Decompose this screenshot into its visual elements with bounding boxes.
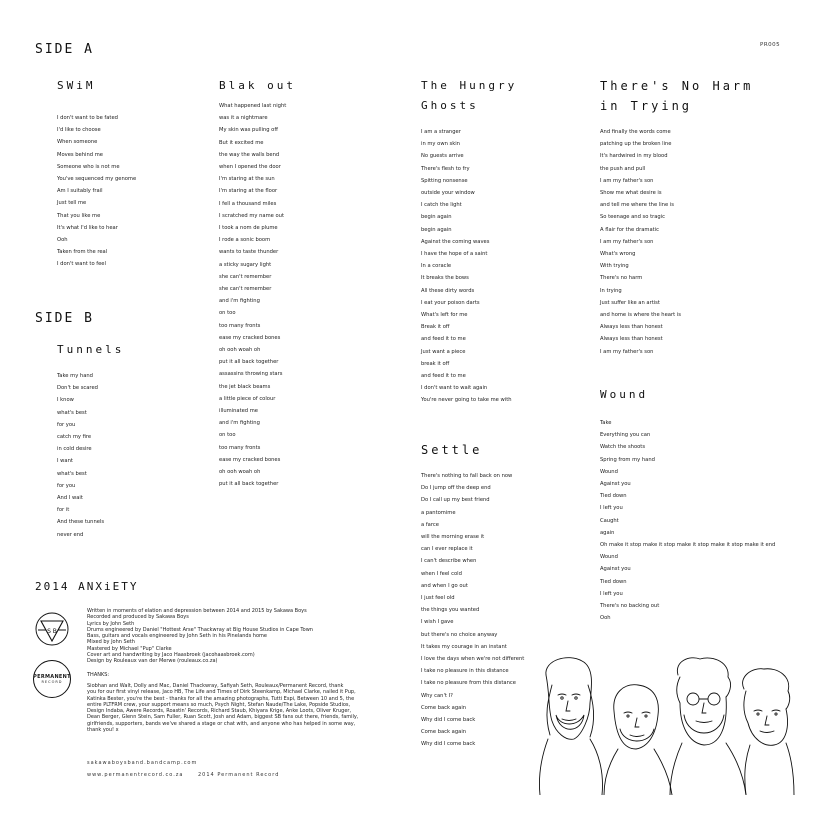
lyric-line: will the morning erase it xyxy=(421,534,485,541)
lyric-line: Just tell me xyxy=(57,200,87,207)
lyric-line: Am I suitably frail xyxy=(57,188,103,195)
song-settle xyxy=(421,440,524,751)
lyric-line: I take no pleasure from this distance xyxy=(421,680,516,687)
lyric-line: Break it off xyxy=(421,324,450,331)
lyric-line: I don't want to be fated xyxy=(57,115,118,121)
lyric-line: oh ooh woah oh xyxy=(219,469,261,476)
footer-url-bandcamp[interactable]: sakawaboysband.bandcamp.com xyxy=(87,760,198,766)
lyric-line: I scratched my name out xyxy=(219,212,284,219)
lyric-line: It takes my courage in an instant xyxy=(421,643,507,650)
lyric-line: and i'm fighting xyxy=(219,298,260,305)
lyric-line: It breaks the bows xyxy=(421,275,469,282)
lyric-line: in my own skin xyxy=(421,141,460,148)
lyric-line: Come back again xyxy=(421,729,467,736)
lyric-line: can I ever replace it xyxy=(421,546,473,553)
lyric-line: too many fronts xyxy=(219,444,261,451)
lyric-line: on too xyxy=(219,432,236,439)
lyric-line: for it xyxy=(57,507,70,514)
lyric-line: Against you xyxy=(600,566,631,573)
lyric-line: There's flesh to fry xyxy=(421,165,470,172)
lyric-line: I'd like to choose xyxy=(57,127,101,134)
lyric-line: What's wrong xyxy=(600,251,636,258)
permanent-record-logo xyxy=(33,660,71,698)
lyric-line: outside your window xyxy=(421,190,475,197)
lyric-line: In trying xyxy=(600,287,622,294)
credits-block xyxy=(87,608,387,733)
lyric-line: put it all back together xyxy=(219,481,279,488)
credits-lines xyxy=(87,608,387,665)
thanks-line: Design Indaba, Awere Records, Roastin' Records, Richard Staub, Khiyara Krige, Anke Loots, Oliver Kruger, xyxy=(87,708,352,715)
lyric-line: she can't remember xyxy=(219,273,272,280)
lyric-line: And these tunnels xyxy=(57,519,105,526)
lyric-line: Take xyxy=(600,420,612,426)
band-portrait-artwork xyxy=(538,655,796,795)
lyric-line: and feed it to me xyxy=(421,373,466,380)
song-title: Tunnels xyxy=(57,343,125,356)
lyric-line: Against you xyxy=(600,481,631,488)
lyric-line: Wound xyxy=(600,554,618,561)
lyric-line: when I feel cold xyxy=(421,570,462,577)
lyric-line: I want xyxy=(57,458,73,465)
lyric-line: That you like me xyxy=(57,212,101,219)
lyric-line: Show me what desire is xyxy=(600,190,662,197)
lyric-line: It's what I'd like to hear xyxy=(57,224,118,231)
song-hungry-ghosts xyxy=(421,76,517,407)
logo-line1: PERMANENT xyxy=(33,674,71,680)
lyrics-list xyxy=(57,112,136,271)
lyric-line: the jet black beams xyxy=(219,383,271,390)
song-swim xyxy=(57,76,136,271)
lyric-line: So teenage and so tragic xyxy=(600,214,665,221)
lyric-line: When someone xyxy=(57,139,98,146)
lyric-line: a farce xyxy=(421,521,439,528)
lyric-line: Come back again xyxy=(421,704,467,711)
lyric-line: Why did I come back xyxy=(421,717,476,724)
lyric-line: the things you wanted xyxy=(421,607,480,614)
lyrics-list xyxy=(421,126,517,407)
lyric-line: wants to taste thunder xyxy=(219,249,279,256)
lyric-line: but there's no choice anyway xyxy=(421,631,498,638)
lyric-line: Taken from the real xyxy=(57,249,108,256)
lyric-line: when I opened the door xyxy=(219,164,281,171)
lyric-line: for you xyxy=(57,421,76,428)
lyric-line: I don't want to wait again xyxy=(421,385,488,392)
sakawa-logo-icon xyxy=(34,611,70,647)
lyric-line: You've sequenced my genome xyxy=(57,176,137,183)
lyric-line: the push and pull xyxy=(600,165,646,172)
catalog-number: PR005 xyxy=(760,42,781,48)
lyric-line: No guests arrive xyxy=(421,153,464,160)
lyric-line: Just suffer like an artist xyxy=(600,299,660,306)
thanks-line: entire PLTFRM crew, your support means so much, Psych Night, Stefan Naude/The Lake, Popside Studios, xyxy=(87,701,351,708)
song-no-harm xyxy=(600,76,753,358)
lyric-line: for you xyxy=(57,482,76,489)
band-faces-illustration xyxy=(538,655,796,795)
lyric-line: and when I go out xyxy=(421,582,468,589)
lyric-line: was it a nightmare xyxy=(219,115,268,122)
lyric-line: I know xyxy=(57,397,74,404)
lyric-line: put it all back together xyxy=(219,359,279,366)
thanks-line: Siobhan and Walt, Dolly and Mac, Daniel Thackwray, Safiyah Seth, Rouleaux/Permanent Record, thank xyxy=(87,682,344,689)
song-title: The Hungry xyxy=(421,79,518,92)
song-wound xyxy=(600,385,775,624)
lyric-line: I left you xyxy=(600,505,623,512)
credit-line: Lyrics by John Seth xyxy=(87,620,135,627)
lyrics-list xyxy=(600,417,775,624)
lyric-line: ease my cracked bones xyxy=(219,334,281,341)
lyrics-list xyxy=(57,370,124,541)
lyric-line: ease my cracked bones xyxy=(219,456,281,463)
thanks-label: THANKS: xyxy=(87,671,110,678)
lyric-line: There's no backing out xyxy=(600,603,660,610)
thanks-line: Katinka Bester, you're the best - thanks for all the amazing photographs, Tutti Espi, Between 10 and 5, the xyxy=(87,695,355,702)
lyrics-list xyxy=(600,126,753,358)
lyric-line: I'm staring at the floor xyxy=(219,188,278,195)
lyric-line: My skin was pulling off xyxy=(219,127,278,134)
lyric-line: I have the hope of a saint xyxy=(421,251,488,258)
lyric-line: Tied down xyxy=(600,493,627,500)
lyric-line: I am my father's son xyxy=(600,348,654,355)
lyric-line: Always less than honest xyxy=(600,324,663,331)
side-a-heading: SIDE A xyxy=(35,42,94,57)
lyric-line: a little piece of colour xyxy=(219,395,276,402)
thanks-line: you for our first vinyl release, Jaco HB, The Life and Times of Dirk Steenkamp, Michael Clarke, nailed it Pup, xyxy=(87,689,356,696)
song-tunnels xyxy=(57,340,124,541)
thanks-line: Dean Berger, Glenn Stein, Sam Fuller, Ruan Scott, Josh and Adam, biggest SB fans out there, friends, family, xyxy=(87,714,359,721)
song-title-line2: Ghosts xyxy=(421,99,479,112)
lyric-line: and home is where the heart is xyxy=(600,312,681,319)
lyric-line: oh ooh woah oh xyxy=(219,347,261,354)
lyric-line: a sticky sugary light xyxy=(219,261,272,268)
lyric-line: Why can't I? xyxy=(421,692,453,699)
lyric-line: Always less than honest xyxy=(600,336,663,343)
lyric-line: what's best xyxy=(57,470,87,477)
lyric-line: begin again xyxy=(421,214,452,221)
album-title: 2014 ANXiETY xyxy=(35,580,139,593)
lyric-line: With trying xyxy=(600,263,629,270)
credit-line: Design by Rouleaux van der Merwe (rouleaux.co.za) xyxy=(87,658,218,665)
lyric-line: I am my father's son xyxy=(600,238,654,245)
lyric-line: Oh make it stop make it stop make it stop make it stop make it end xyxy=(600,542,776,549)
lyric-line: You're never going to take me with xyxy=(421,397,512,404)
lyric-line: Do I jump off the deep end xyxy=(421,485,491,492)
lyric-line: I left you xyxy=(600,590,623,597)
credit-line: Cover art and handwriting by Jaco Haasbroek (jacohaasbroek.com) xyxy=(87,652,255,659)
lyric-line: and tell me where the line is xyxy=(600,202,674,209)
lyric-line: again xyxy=(600,529,615,536)
lyric-line: Do I call up my best friend xyxy=(421,497,490,504)
lyric-line: what's best xyxy=(57,409,87,416)
sakawa-logo xyxy=(34,611,70,647)
lyric-line: A flair for the dramatic xyxy=(600,226,659,233)
lyric-line: I don't want to feel xyxy=(57,261,106,268)
lyric-line: Spring from my hand xyxy=(600,456,655,463)
song-title: SWiM xyxy=(57,79,96,92)
logo-line2: RECORD xyxy=(41,680,63,684)
lyric-line: I am a stranger xyxy=(421,129,461,135)
thanks-line: girlfriends, supporters, bands we've shared a stage or chat with, and anyone who has helped in some way, xyxy=(87,720,356,727)
song-title: Settle xyxy=(421,443,483,457)
sakawa-logo-glyph: S B xyxy=(47,628,57,635)
lyric-line: What's left for me xyxy=(421,312,468,319)
lyric-line: I just feel old xyxy=(421,595,455,602)
thanks-lines xyxy=(87,683,387,733)
lyric-line: And finally the words come xyxy=(600,129,671,135)
song-blakout xyxy=(219,76,296,491)
lyric-line: begin again xyxy=(421,226,452,233)
lyric-line: Tied down xyxy=(600,578,627,585)
lyric-line: and i'm fighting xyxy=(219,420,260,427)
lyric-line: Everything you can xyxy=(600,432,651,439)
credit-line: Mastered by Michael "Pup" Clarke xyxy=(87,645,172,652)
song-title-line2: in Trying xyxy=(600,99,693,113)
lyric-line: I catch the light xyxy=(421,202,462,209)
lyric-line: never end xyxy=(57,531,84,538)
lyric-line: I take no pleasure in this distance xyxy=(421,668,509,675)
lyric-line: There's nothing to fall back on now xyxy=(421,473,513,479)
lyric-line: Someone who is not me xyxy=(57,163,120,170)
lyric-line: I wish I gave xyxy=(421,619,454,626)
lyric-line: a pantomime xyxy=(421,509,456,516)
lyric-line: But it excited me xyxy=(219,139,264,146)
song-title: Blak out xyxy=(219,79,296,92)
lyric-line: Ooh xyxy=(600,615,611,622)
lyrics-list xyxy=(219,100,296,491)
lyric-line: It's hardwired in my blood xyxy=(600,153,668,160)
lyric-line: assassins throwing stars xyxy=(219,371,283,378)
lyric-line: I love the days when we're not different xyxy=(421,656,525,663)
lyric-line: too many fronts xyxy=(219,322,261,329)
lyric-line: I rode a sonic boom xyxy=(219,237,271,244)
lyric-line: What happened last night xyxy=(219,103,287,109)
lyric-line: Moves behind me xyxy=(57,151,103,158)
lyric-line: Just want a piece xyxy=(421,348,466,355)
lyric-line: illuminated me xyxy=(219,408,258,415)
lyric-line: I'm staring at the sun xyxy=(219,176,275,183)
footer-copyright: 2014 Permanent Record xyxy=(198,772,280,778)
lyric-line: break it off xyxy=(421,360,450,367)
lyric-line: Caught xyxy=(600,517,619,524)
song-title: Wound xyxy=(600,388,649,401)
lyric-line: she can't remember xyxy=(219,286,272,293)
lyric-line: Spitting nonsense xyxy=(421,177,468,184)
lyrics-list xyxy=(421,470,524,751)
lyric-line: There's no harm xyxy=(600,275,643,282)
side-b-heading: SIDE B xyxy=(35,311,94,326)
lyric-line: In a coracle xyxy=(421,263,452,270)
thanks-line: thank you! x xyxy=(87,727,119,734)
lyric-line: in cold desire xyxy=(57,446,92,453)
lyric-line: I fell a thousand miles xyxy=(219,200,277,207)
credit-line: Mixed by John Seth xyxy=(87,639,135,646)
lyric-line: I eat your poison darts xyxy=(421,299,480,306)
lyric-line: on too xyxy=(219,310,236,317)
lyric-line: Watch the shoots xyxy=(600,444,646,451)
credit-line: Recorded and produced by Sakawa Boys xyxy=(87,614,189,621)
lyric-line: Ooh xyxy=(57,237,68,244)
lyric-line: the way the walls bend xyxy=(219,151,280,158)
credit-line: Written in moments of elation and depression between 2014 and 2015 by Sakawa Boys xyxy=(87,608,307,614)
lyric-line: I can't describe when xyxy=(421,558,477,565)
footer-url-label[interactable]: www.permanentrecord.co.za xyxy=(87,772,184,778)
lyric-line: patching up the broken line xyxy=(600,141,672,148)
song-title: There's No Harm xyxy=(600,79,754,93)
lyric-line: I am my father's son xyxy=(600,177,654,184)
lyric-line: Take my hand xyxy=(57,373,93,379)
lyric-line: Against the coming waves xyxy=(421,238,490,245)
lyric-line: Wound xyxy=(600,468,618,475)
lyric-line: catch my fire xyxy=(57,434,92,441)
lyric-line: I took a nom de plume xyxy=(219,225,278,232)
lyric-line: and feed it to me xyxy=(421,336,466,343)
credit-line: Drums engineered by Daniel "Hottest Arse" Thackwray at Big House Studios in Cape Town xyxy=(87,626,313,633)
lyric-line: And I wait xyxy=(57,495,83,502)
lyric-line: All these dirty words xyxy=(421,287,475,294)
credit-line: Bass, guitars and vocals engineered by John Seth in his Pinelands home xyxy=(87,633,267,640)
lyric-line: Don't be scared xyxy=(57,385,98,392)
lyric-line: Why did I come back xyxy=(421,741,476,748)
